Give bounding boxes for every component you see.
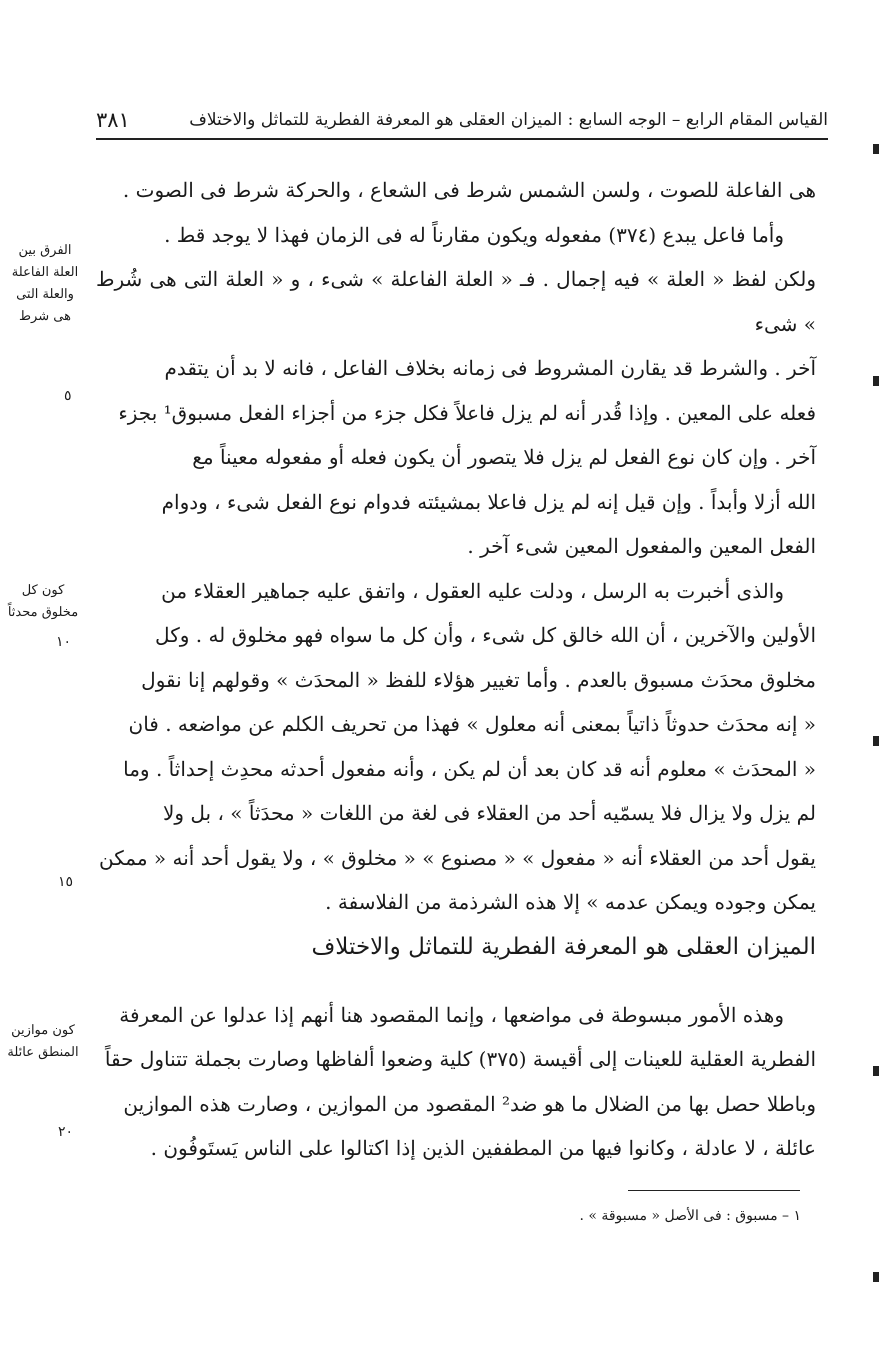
text-line: الله أزلا وأبداً . وإن قيل إنه لم يزل فاعلا بمشيئته فدوام نوع الفعل شىء ، ودوام (161, 489, 816, 514)
edge-mark (873, 1272, 879, 1282)
line-number: ١٥ (58, 874, 74, 890)
running-header (96, 102, 828, 140)
text-line: وأما فاعل يبدع (٣٧٤) مفعوله ويكون مقارناً له فى الزمان فهذا لا يوجد قط . (164, 222, 784, 247)
text-line: الفعل المعين والمفعول المعين شىء آخر . (467, 534, 816, 558)
edge-mark (873, 736, 879, 746)
footnote: ١ – مسبوق : فى الأصل « مسبوقة » . (579, 1208, 801, 1224)
page-number: ٣٨١ (96, 108, 130, 132)
text-line: مخلوق محدَث مسبوق بالعدم . وأما تغيير هؤلاء للفظ « المحدَث » وقولهم إنا نقول (141, 667, 816, 692)
text-line: « المحدَث » معلوم أنه قد كان بعد أن لم يكن ، وأنه مفعول أحدثه محدِث إحداثاً . وما (123, 756, 816, 781)
edge-mark (873, 376, 879, 386)
margin-note: كون كل مخلوق محدثاً (7, 583, 79, 620)
text-line: فعله على المعين . وإذا قُدر أنه لم يزل فاعلاً فكل جزء من أجزاء الفعل مسبوق¹ بجزء (118, 400, 816, 425)
text-line: وباطلا حصل بها من الضلال ما هو ضد² المقصود من الموازين ، وصارت هذه الموازين (123, 1091, 816, 1116)
text-line: آخر . وإن كان نوع الفعل لم يزل فلا يتصور أن يكون فعله أو مفعوله معيناً مع (192, 445, 816, 469)
text-line: وهذه الأمور مبسوطة فى مواضعها ، وإنما المقصود هنا أنهم إذا عدلوا عن المعرفة (119, 1002, 784, 1027)
footnote-divider (628, 1190, 800, 1191)
header-title: القياس المقام الرابع – الوجه السابع : الميزان العقلى هو المعرفة الفطرية للتماثل والاختلاف (189, 110, 828, 130)
line-number: ٥ (64, 388, 72, 404)
text-line: آخر . والشرط قد يقارن المشروط فى زمانه بخلاف الفاعل ، فانه لا بد أن يتقدم (164, 356, 816, 380)
main-text (96, 168, 816, 1171)
text-line: هى الفاعلة للصوت ، ولسن الشمس شرط فى الشعاع ، والحركة شرط فى الصوت . (122, 178, 816, 202)
text-line: عائلة ، لا عادلة ، وكانوا فيها من المطففين الذين إذا اكتالوا على الناس يَستَوفُون . (150, 1136, 816, 1160)
edge-mark (873, 144, 879, 154)
section-heading: الميزان العقلى هو المعرفة الفطرية للتماثل والاختلاف (311, 933, 816, 960)
margin-note: كون موازين المنطق عائلة (7, 1023, 79, 1060)
line-number: ٢٠ (58, 1124, 74, 1140)
margin-note: الفرق بين العلة الفاعلة والعلة التى هى شرط (11, 243, 79, 324)
line-number: ١٠ (56, 634, 72, 650)
edge-mark (873, 1066, 879, 1076)
text-line: يقول أحد من العقلاء أنه « مفعول » « مصنوع » « مخلوق » ، ولا يقول أحد أنه « ممكن (99, 845, 816, 870)
text-line: يمكن وجوده ويمكن عدمه » إلا هذه الشرذمة من الفلاسفة . (325, 890, 816, 914)
text-line: ولكن لفظ « العلة » فيه إجمال . فـ « العلة الفاعلة » شىء ، و « العلة التى هى شُرط » شىء (96, 267, 816, 336)
text-line: لم يزل ولا يزال فلا يسمّيه أحد من العقلاء فى لغة من اللغات « محدَثاً » ، بل ولا (162, 801, 816, 825)
text-line: الفطرية العقلية للعينات إلى أقيسة (٣٧٥) كلية وضعوا ألفاظها وصارت بجملة تتناول حقاً (104, 1047, 816, 1071)
text-line: والذى أخبرت به الرسل ، ودلت عليه العقول ، واتفق عليه جماهير العقلاء من (161, 578, 784, 603)
text-line: الأولين والآخرين ، أن الله خالق كل شىء ، وأن كل ما سواه فهو مخلوق له . وكل (155, 623, 816, 647)
text-line: « إنه محدَث حدوثاً ذاتياً بمعنى أنه معلول » فهذا من تحريف الكلم عن مواضعه . فان (128, 712, 816, 736)
